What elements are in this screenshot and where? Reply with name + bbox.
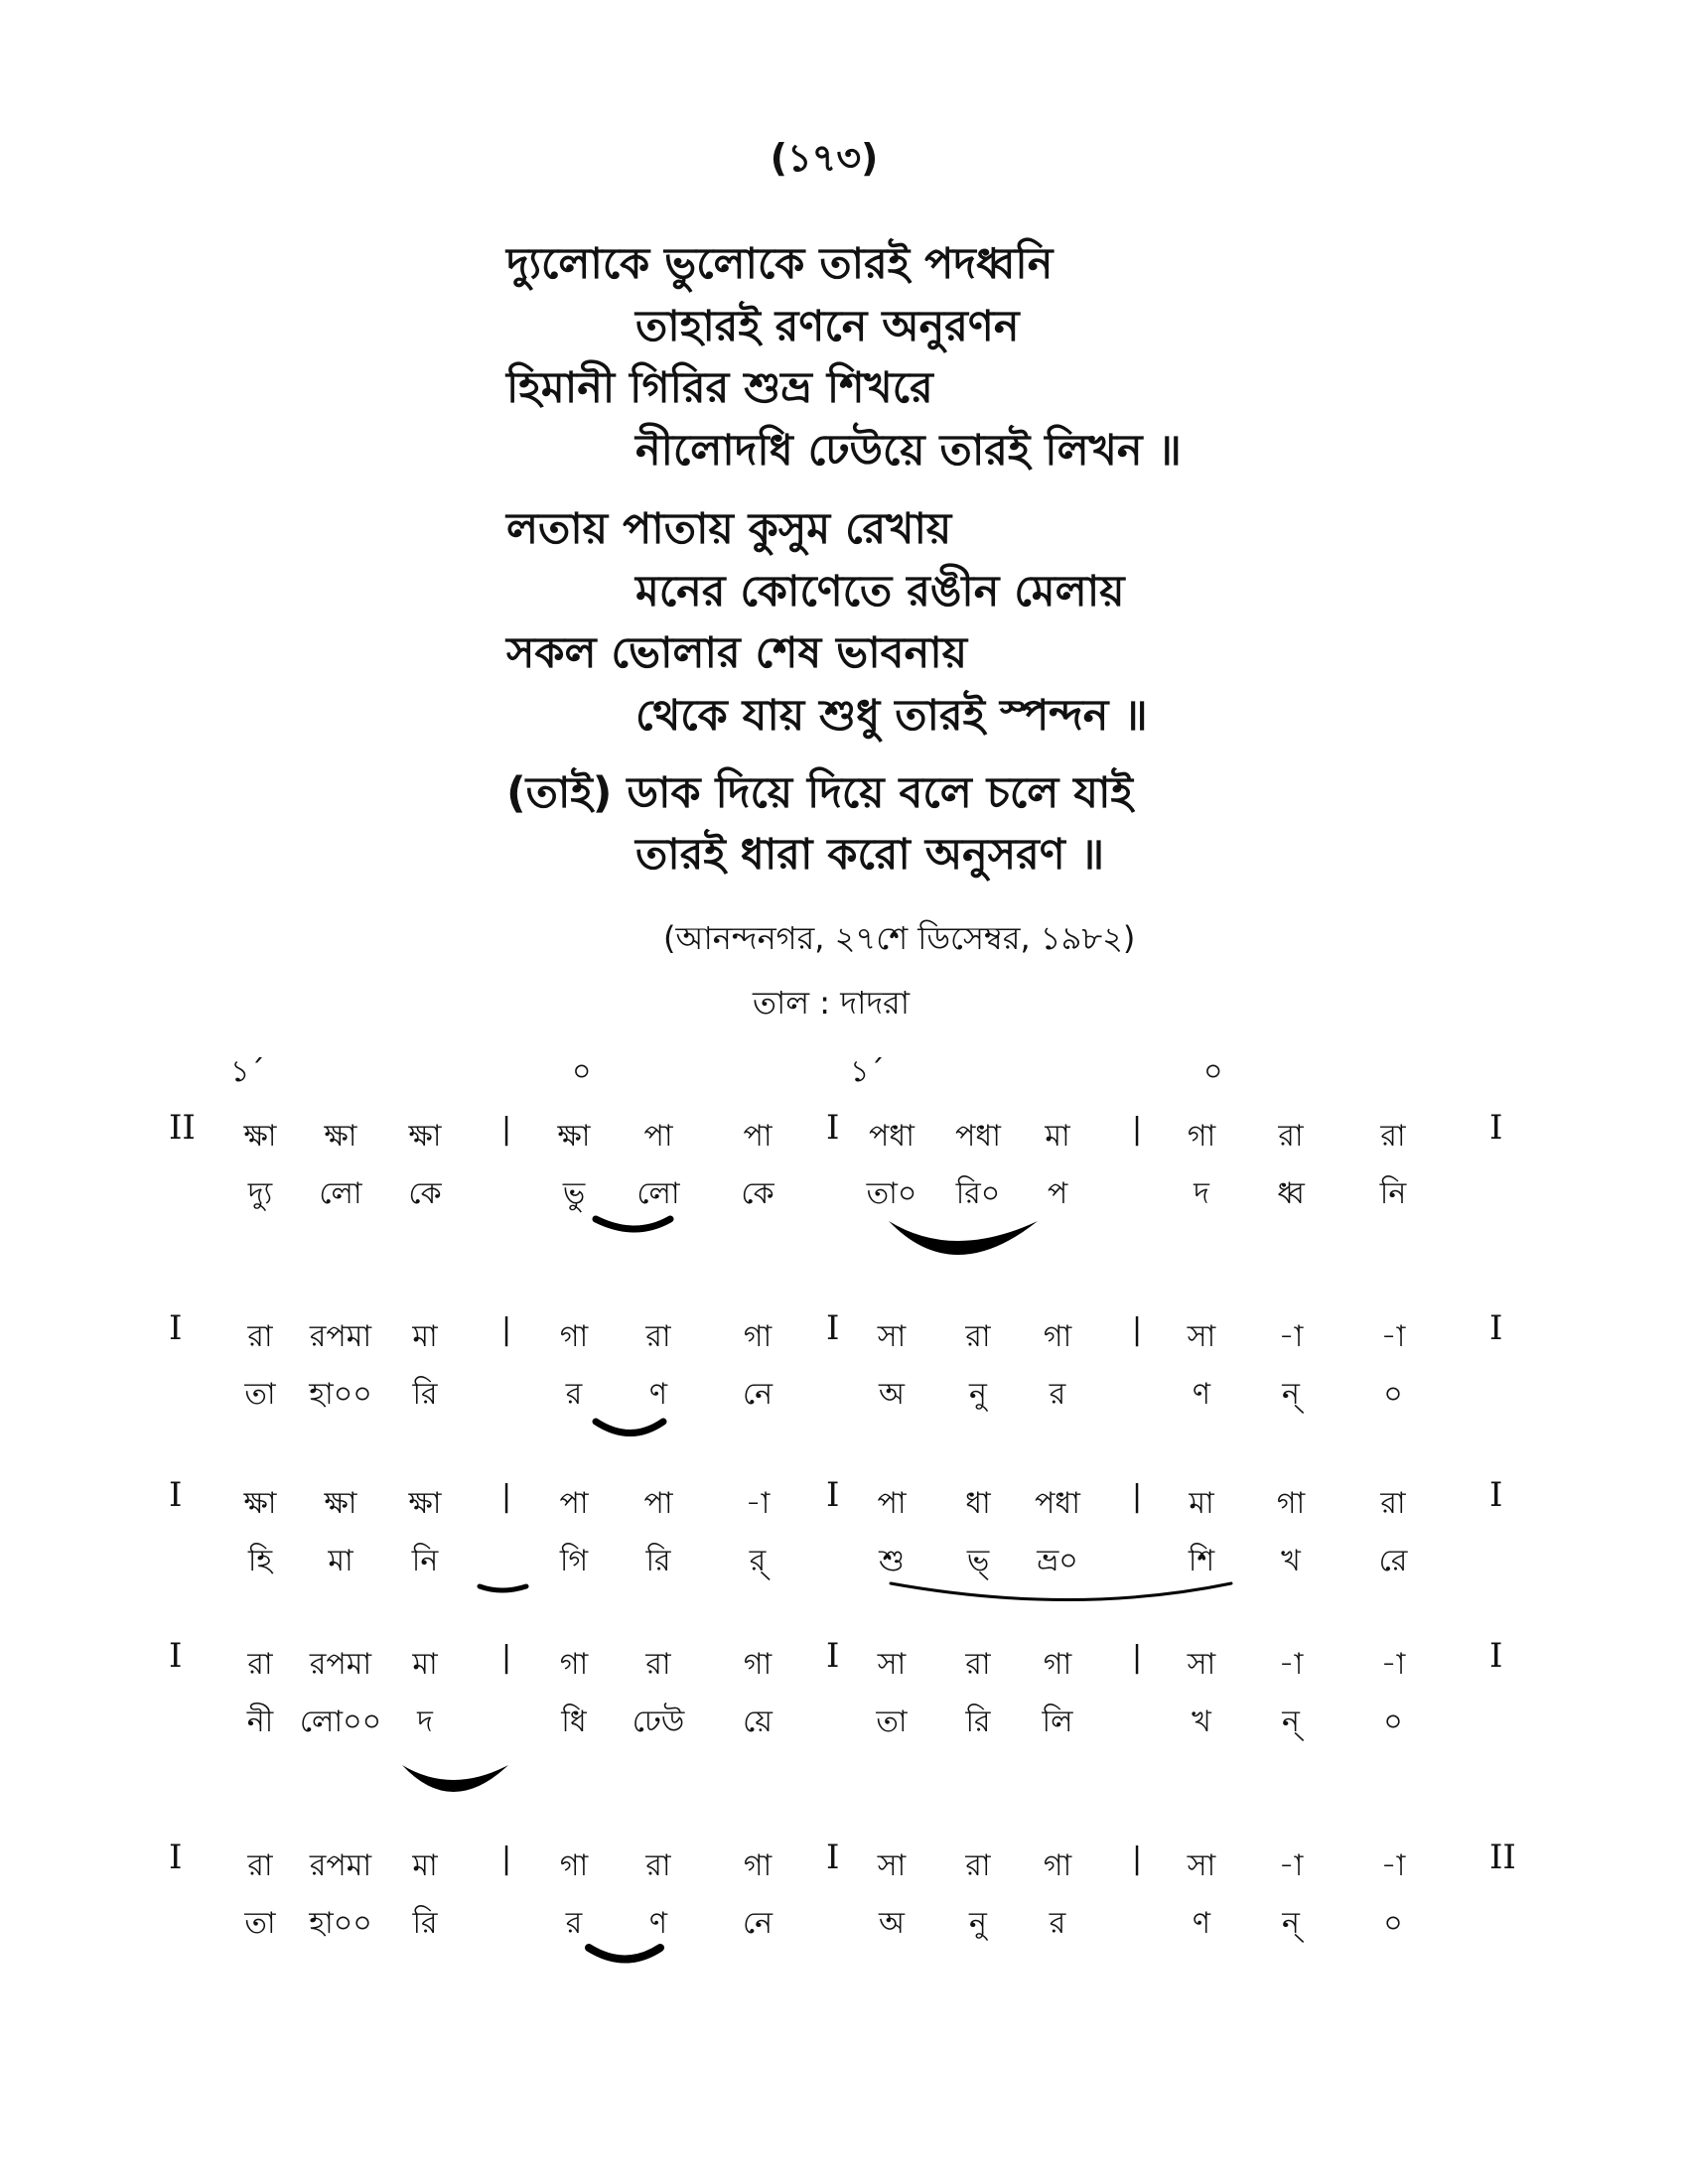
lyric-cell: র (565, 1906, 583, 1941)
note-cell: রা (247, 1647, 273, 1682)
verse-line: দ্যুলোকে ভুলোকে তারই পদধ্বনি (506, 239, 1054, 289)
note-cell: গা (1043, 1647, 1072, 1682)
lyric-cell: তা০ (866, 1176, 917, 1211)
lyric-cell: লো০০ (299, 1705, 382, 1739)
lyric-cell: প (1047, 1176, 1068, 1211)
note-cell: গা (1043, 1319, 1072, 1354)
note-cell: গা (743, 1647, 773, 1682)
slur-mark (596, 1422, 663, 1433)
note-cell: পা (643, 1486, 673, 1521)
verse-line: লতায় পাতায় কুসুম রেখায় (506, 504, 952, 554)
note-cell: ক্ষা (243, 1119, 277, 1154)
slur-mark (480, 1586, 526, 1590)
lyric-cell: রে (1378, 1544, 1408, 1578)
beat-separator: | (501, 1479, 512, 1514)
measure-separator: I (826, 1636, 840, 1676)
lyric-cell: ধি (561, 1705, 587, 1739)
note-cell: রা (645, 1848, 671, 1883)
start-barline: I (169, 1636, 183, 1676)
lyric-cell: লো (636, 1176, 680, 1211)
note-cell: পধা (869, 1119, 914, 1154)
note-cell: পধা (955, 1119, 1001, 1154)
verse-line: থেকে যায় শুধু তারই স্পন্দন ॥ (635, 691, 1148, 741)
note-cell: সা (1187, 1319, 1216, 1354)
lyric-cell: ঢেউ (632, 1705, 685, 1739)
verse-line: সকল ভোলার শেষ ভাবনায় (506, 628, 968, 678)
lyric-cell: ভ্ (966, 1544, 990, 1578)
beat-separator: | (501, 1112, 512, 1147)
lyric-cell: নী (246, 1705, 274, 1739)
end-barline: I (1489, 1308, 1503, 1348)
lyric-cell: ন্ (1282, 1705, 1300, 1739)
end-barline: I (1489, 1108, 1503, 1148)
measure-separator: I (826, 1308, 840, 1348)
note-cell: সা (1187, 1848, 1216, 1883)
note-cell: সা (877, 1319, 907, 1354)
lyric-cell: দ্যু (247, 1176, 273, 1211)
lyric-cell: রি (412, 1377, 438, 1412)
note-cell: -া (1380, 1319, 1406, 1354)
slur-mark (589, 1948, 660, 1960)
measure-separator: I (826, 1108, 840, 1148)
lyric-cell: দ (1194, 1176, 1209, 1211)
note-cell: রা (247, 1319, 273, 1354)
lyric-cell: লো (319, 1176, 362, 1211)
beat-separator: | (1132, 1312, 1143, 1347)
note-cell: রা (965, 1848, 991, 1883)
note-cell: রা (965, 1319, 991, 1354)
beat-separator: | (501, 1312, 512, 1347)
note-cell: ক্ষা (557, 1119, 591, 1154)
lyric-cell: ণ (648, 1377, 668, 1412)
lyric-cell: নু (969, 1906, 987, 1941)
note-cell: রা (1278, 1119, 1304, 1154)
end-barline: I (1489, 1475, 1503, 1515)
lyric-cell: ধ্ব (1277, 1176, 1305, 1211)
measure-separator: I (826, 1838, 840, 1877)
lyric-cell: অ (879, 1377, 905, 1412)
measure-separator: I (826, 1475, 840, 1515)
note-cell: রপমা (309, 1647, 372, 1682)
note-cell: ক্ষা (243, 1486, 277, 1521)
note-cell: -া (1278, 1848, 1304, 1883)
note-cell: পা (643, 1119, 673, 1154)
lyric-cell: রি০ (955, 1176, 1001, 1211)
note-cell: রা (645, 1647, 671, 1682)
start-barline: I (169, 1308, 183, 1348)
lyric-cell: ণ (1192, 1377, 1211, 1412)
note-cell: সা (877, 1848, 907, 1883)
note-cell: ক্ষা (324, 1119, 357, 1154)
lyric-cell: ণ (1192, 1906, 1211, 1941)
lyric-cell: র (1049, 1377, 1066, 1412)
lyric-cell: অ (879, 1906, 905, 1941)
note-cell: -া (1278, 1647, 1304, 1682)
slur-mark (891, 1583, 1231, 1600)
lyric-cell: রি (645, 1544, 671, 1578)
beat-mark: ০ (1203, 1054, 1223, 1089)
note-cell: মা (412, 1319, 438, 1354)
verse-line: তারই ধারা করো অনুসরণ ॥ (635, 830, 1105, 880)
note-cell: পা (743, 1119, 773, 1154)
note-cell: মা (1045, 1119, 1070, 1154)
note-cell: রা (645, 1319, 671, 1354)
note-cell: পা (559, 1486, 589, 1521)
verse-line: মনের কোণেতে রঙীন মেলায় (635, 567, 1125, 616)
note-cell: সা (1187, 1647, 1216, 1682)
lyric-cell: হি (247, 1544, 273, 1578)
lyric-cell: তা (244, 1377, 276, 1412)
lyric-cell: মা (328, 1544, 353, 1578)
note-cell: গা (559, 1848, 589, 1883)
note-cell: মা (412, 1848, 438, 1883)
lyric-cell: লি (1042, 1705, 1073, 1739)
note-cell: ধা (965, 1486, 991, 1521)
note-cell: গা (1276, 1486, 1306, 1521)
start-barline: I (169, 1475, 183, 1515)
lyric-cell: খ (1281, 1544, 1301, 1578)
note-cell: ক্ষা (408, 1119, 442, 1154)
note-cell: পধা (1035, 1486, 1080, 1521)
note-cell: গা (559, 1319, 589, 1354)
lyric-cell: নি (1379, 1176, 1407, 1211)
end-barline: II (1489, 1838, 1516, 1877)
note-cell: -া (1380, 1848, 1406, 1883)
lyric-cell: ০ (1383, 1705, 1403, 1739)
lyric-cell: ভু (562, 1176, 586, 1211)
beat-separator: | (501, 1842, 512, 1876)
note-cell: সা (877, 1647, 907, 1682)
note-cell: রা (965, 1647, 991, 1682)
beat-separator: | (1132, 1112, 1143, 1147)
end-barline: I (1489, 1636, 1503, 1676)
lyric-cell: র্ (749, 1544, 767, 1578)
note-cell: গা (743, 1848, 773, 1883)
lyric-cell: তা (244, 1906, 276, 1941)
beat-mark: ০ (572, 1054, 592, 1089)
verse-line: হিমানী গিরির শুভ্র শিখরে (506, 363, 933, 413)
page-number: (১৭৩) (770, 136, 879, 180)
note-cell: গা (743, 1319, 773, 1354)
beat-separator: | (501, 1640, 512, 1675)
note-cell: -া (745, 1486, 771, 1521)
lyric-cell: রি (412, 1906, 438, 1941)
note-cell: -া (1380, 1647, 1406, 1682)
lyric-cell: হা০০ (309, 1377, 372, 1412)
slur-mark (596, 1219, 670, 1229)
lyric-cell: নি (411, 1544, 439, 1578)
note-cell: রা (1380, 1486, 1406, 1521)
note-cell: -া (1278, 1319, 1304, 1354)
lyric-cell: কে (741, 1176, 774, 1211)
lyric-cell: নে (742, 1906, 774, 1941)
note-cell: রপমা (309, 1319, 372, 1354)
note-cell: গা (1043, 1848, 1072, 1883)
place-date: (আনন্দনগর, ২৭শে ডিসেম্বর, ১৯৮২) (663, 919, 1136, 957)
start-barline: II (169, 1108, 196, 1148)
lyric-cell: র (1049, 1906, 1066, 1941)
lyric-cell: ণ (648, 1906, 668, 1941)
verse-line: তাহারই রণনে অনুরণন (635, 302, 1020, 351)
note-cell: পা (877, 1486, 907, 1521)
beat-separator: | (1132, 1479, 1143, 1514)
lyric-cell: ০ (1383, 1377, 1403, 1412)
note-cell: রা (1380, 1119, 1406, 1154)
beat-mark: ১´ (850, 1054, 885, 1089)
lyric-cell: শি (1188, 1544, 1215, 1578)
lyric-cell: তা (876, 1705, 908, 1739)
beat-separator: | (1132, 1640, 1143, 1675)
note-cell: গা (559, 1647, 589, 1682)
lyric-cell: নু (969, 1377, 987, 1412)
lyric-cell: শু (879, 1544, 905, 1578)
note-cell: ক্ষা (324, 1486, 357, 1521)
beat-mark: ১´ (230, 1054, 265, 1089)
beat-separator: | (1132, 1842, 1143, 1876)
lyric-cell: র (565, 1377, 583, 1412)
lyric-cell: রি (965, 1705, 991, 1739)
slur-mark (402, 1765, 508, 1792)
note-cell: গা (1187, 1119, 1216, 1154)
lyric-cell: নে (742, 1377, 774, 1412)
lyric-cell: ন্ (1282, 1377, 1300, 1412)
start-barline: I (169, 1838, 183, 1877)
lyric-cell: ভ্র০ (1037, 1544, 1078, 1578)
tala-label: তাল : দাদরা (753, 984, 911, 1022)
note-cell: রপমা (309, 1848, 372, 1883)
note-cell: মা (1189, 1486, 1214, 1521)
lyric-cell: ০ (1383, 1906, 1403, 1941)
verse-line: নীলোদধি ঢেউয়ে তারই লিখন ॥ (635, 426, 1182, 476)
lyric-cell: হা০০ (309, 1906, 372, 1941)
verse-line: (তাই) ডাক দিয়ে দিয়ে বলে চলে যাই (506, 768, 1133, 818)
slur-mark (889, 1221, 1038, 1255)
lyric-cell: দ (417, 1705, 433, 1739)
note-cell: মা (412, 1647, 438, 1682)
note-cell: রা (247, 1848, 273, 1883)
lyric-cell: য়ে (743, 1705, 773, 1739)
lyric-cell: ন্ (1282, 1906, 1300, 1941)
note-cell: ক্ষা (408, 1486, 442, 1521)
lyric-cell: খ (1192, 1705, 1211, 1739)
lyric-cell: গি (559, 1544, 589, 1578)
lyric-cell: কে (408, 1176, 442, 1211)
